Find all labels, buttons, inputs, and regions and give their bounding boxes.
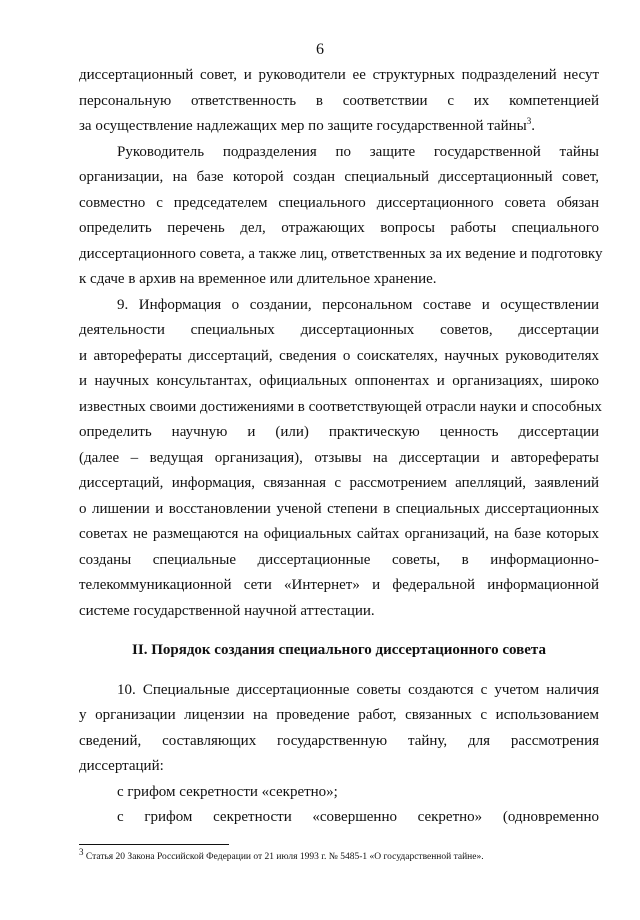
body-text xyxy=(79,63,603,831)
footnote-separator xyxy=(79,844,229,845)
text-line: сведений, составляющих государственную тайну, для рассмотрения xyxy=(79,732,599,749)
text-line: и авторефераты диссертаций, сведения о соискателях, научных руководителях xyxy=(79,347,599,364)
footnote-reference: 3 xyxy=(526,116,532,126)
text-line: системе государственной научной аттестации. xyxy=(79,602,375,619)
paragraph-first-line: 9. Информация о создании, персональном составе и осуществлении xyxy=(117,296,599,313)
text-line: совместно с председателем специального диссертационного совета обязан xyxy=(79,194,599,211)
text-line: деятельности специальных диссертационных советов, диссертации xyxy=(79,322,599,338)
footnote xyxy=(79,846,599,863)
text-fragment: за осуществление надлежащих мер по защите государственной тайны xyxy=(79,118,527,134)
text-line: созданы специальные диссертационные советы, в информационно- xyxy=(79,551,599,568)
text-line: у организации лицензии на проведение работ, связанных с использованием xyxy=(79,707,599,723)
section-heading: II. Порядок создания специального диссертационного совета xyxy=(132,642,546,658)
paragraph-first-line: Руководитель подразделения по защите государственной тайны xyxy=(117,143,599,160)
text-fragment: . xyxy=(531,118,535,134)
text-line: советах не размещаются на официальных сайтах организаций, на базе которых xyxy=(79,526,599,542)
text-line: и научных консультантах, официальных оппонентах и организациях, широко xyxy=(79,373,599,389)
text-line: телекоммуникационной сети «Интернет» и федеральной информационной xyxy=(79,577,599,593)
text-line: о лишении и восстановлении ученой степени в специальных диссертационных xyxy=(79,500,599,517)
text-line: определить научную и (или) практическую ценность диссертации xyxy=(79,424,599,440)
text-line-with-footnote xyxy=(79,114,599,140)
text-line: известных своими достижениями в соответствующей отрасли науки и способных xyxy=(79,398,602,415)
text-line: диссертационный совет, и руководители ее структурных подразделений несут xyxy=(79,67,599,83)
footnote-number: 3 xyxy=(79,846,84,857)
paragraph-first-line: 10. Специальные диссертационные советы создаются с учетом наличия xyxy=(117,681,599,698)
list-item: с грифом секретности «секретно»; xyxy=(117,783,338,800)
text-line: к сдаче в архив на временное или длительное хранение. xyxy=(79,271,437,287)
spacer xyxy=(79,664,599,678)
text-line: определить перечень дел, отражающих вопросы работы специального xyxy=(79,220,599,236)
text-line: организации, на базе которой создан специальный диссертационный совет, xyxy=(79,169,599,185)
text-line: диссертационного совета, а также лиц, ответственных за их ведение и подготовку xyxy=(79,245,603,262)
text-line: диссертаций, информация, связанная с рассмотрением апелляций, заявлений xyxy=(79,475,599,491)
footnote-text: Статья 20 Закона Российской Федерации от 21 июля 1993 г. № 5485-1 «О государственной тайне». xyxy=(85,852,484,862)
page-number: 6 xyxy=(316,41,324,58)
spacer xyxy=(79,624,599,638)
text-line: персональную ответственность в соответствии с их компетенцией xyxy=(79,92,599,109)
text-line: диссертаций: xyxy=(79,758,164,774)
list-item: с грифом секретности «совершенно секретно» (одновременно xyxy=(117,809,599,825)
text-line: (далее – ведущая организация), отзывы на диссертации и авторефераты xyxy=(79,449,599,466)
